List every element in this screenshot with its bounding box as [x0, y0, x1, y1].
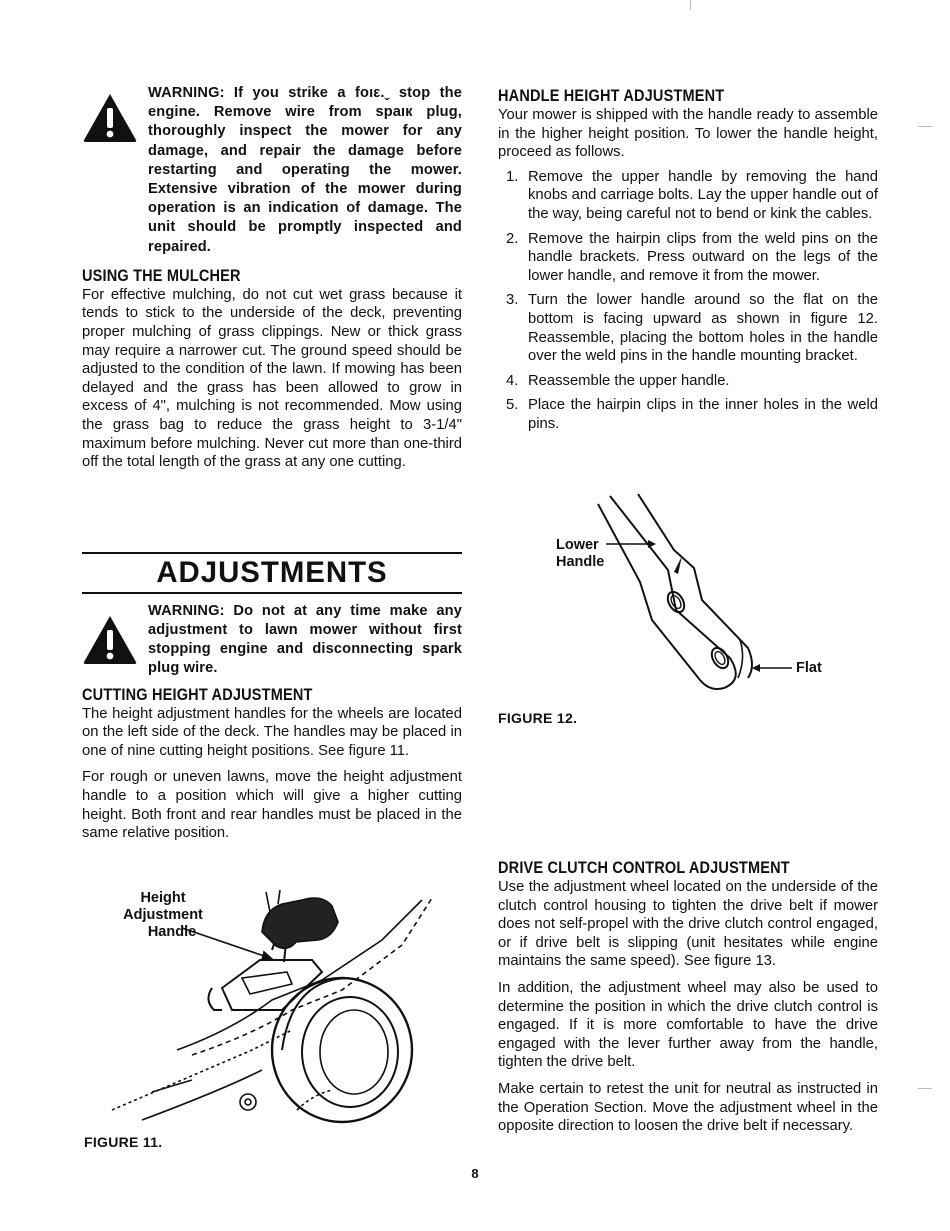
drive-clutch-heading: DRIVE CLUTCH CONTROL ADJUSTMENT	[498, 859, 790, 877]
lower-handle-illustration	[498, 490, 878, 710]
scan-mark	[918, 1088, 932, 1089]
scan-mark	[918, 126, 932, 127]
warning-triangle-icon	[82, 92, 138, 142]
warning-block-adjustment	[82, 602, 462, 679]
cutting-height-paragraph-2: For rough or uneven lawns, move the height adjustment handle to a position which will give a higher cutting height. Both front and rear handles must be placed in the same relative position.	[82, 769, 462, 842]
warning-adjustment-text: WARNING: Do not at any time make any adjustment to lawn mower without first stopping engine and disconnecting spark plug wire.	[148, 602, 462, 677]
figure-12	[498, 490, 878, 730]
fig12-flat-label: Flat	[796, 660, 822, 676]
cutting-height-paragraph-1: The height adjustment handles for the wheels are located on the left side of the deck. The handles may be placed in one of nine cutting height positions. See figure 11.	[82, 705, 462, 759]
mower-height-handle-illustration	[82, 880, 462, 1130]
handle-steps-list	[498, 168, 878, 434]
handle-height-heading: HANDLE HEIGHT ADJUSTMENT	[498, 87, 725, 105]
right-column	[498, 86, 878, 440]
drive-clutch-section	[498, 858, 878, 1136]
list-item: 4. Reassemble the upper handle.	[506, 372, 730, 389]
scan-mark	[690, 0, 691, 10]
cutting-height-heading: CUTTING HEIGHT ADJUSTMENT	[82, 685, 313, 704]
list-item: 1. Remove the upper handle by removing the hand knobs and carriage bolts. Lay the upper handle out of the way, being careful not to bend or kink the cables.	[506, 168, 878, 222]
warning-block-strike	[82, 84, 462, 257]
page-number: 8	[471, 1166, 479, 1181]
warning-strike-text: WARNING: If you strike a foıε.ˬ stop the engine. Remove wire from spaıк plug, thoroughly inspect the mower for any damage, and repair the damage before restarting and operating the mower. Extensive vibration of the mower during operation is an indication of damage. The unit should be promptly inspected and repaired.	[148, 85, 462, 255]
warning-triangle-icon	[82, 614, 138, 664]
mulcher-heading: USING THE MULCHER	[82, 266, 241, 285]
list-item: 5. Place the hairpin clips in the inner holes in the weld pins.	[506, 397, 878, 432]
figure-11	[82, 880, 462, 1160]
adjustments-title: ADJUSTMENTS	[156, 555, 388, 589]
left-column	[82, 84, 462, 843]
figure-11-caption: FIGURE 11.	[84, 1134, 163, 1150]
fig12-lower-handle-label: Lower Handle	[556, 537, 605, 570]
mulcher-paragraph: For effective mulching, do not cut wet grass because it tends to stick to the underside of the deck, preventing proper mulching of grass clippings. New or thick grass may require a narrower cut. The ground speed should be adjusted to the condition of the lawn. If mowing has been delayed and the grass has been allowed to grow in excess of 4", mulching is not recommended. Mow using the grass bag to reduce the grass height to 3-1/4" maximum before mulching. Never cut more than one-third off the total length of the grass at any one cutting.	[82, 286, 462, 471]
fig11-callout-label: Height Adjustment Handle	[123, 890, 203, 940]
figure-12-caption: FIGURE 12.	[498, 710, 578, 726]
list-item: 2. Remove the hairpin clips from the weld pins on the handle brackets. Press outward on the legs of the lower handle, and remove it from the mower.	[506, 230, 878, 284]
drive-clutch-paragraph-2: In addition, the adjustment wheel may also be used to determine the position in which the drive clutch control is engaged. If it is more comfortable to have the drive engaged with the lever further away from the handle, tighten the drive belt.	[498, 979, 878, 1071]
drive-clutch-paragraph-3: Make certain to retest the unit for neutral as instructed in the Operation Section. Move the adjustment wheel in the opposite direction to loosen the drive belt if necessary.	[498, 1080, 878, 1135]
handle-height-intro: Your mower is shipped with the handle ready to assemble in the higher height position. To lower the handle height, proceed as follows.	[498, 107, 878, 161]
drive-clutch-paragraph-1: Use the adjustment wheel located on the underside of the clutch control housing to tighten the drive belt if mower does not self-propel with the drive clutch control engaged, or if drive belt is slipping (unit hesitates while engine maintains the same speed). See figure 13.	[498, 879, 878, 970]
list-item: 3. Turn the lower handle around so the flat on the bottom is facing upward as shown in figure 12. Reassemble, placing the bottom holes in the handle over the weld pins in the handle mounting bracket.	[506, 292, 878, 365]
